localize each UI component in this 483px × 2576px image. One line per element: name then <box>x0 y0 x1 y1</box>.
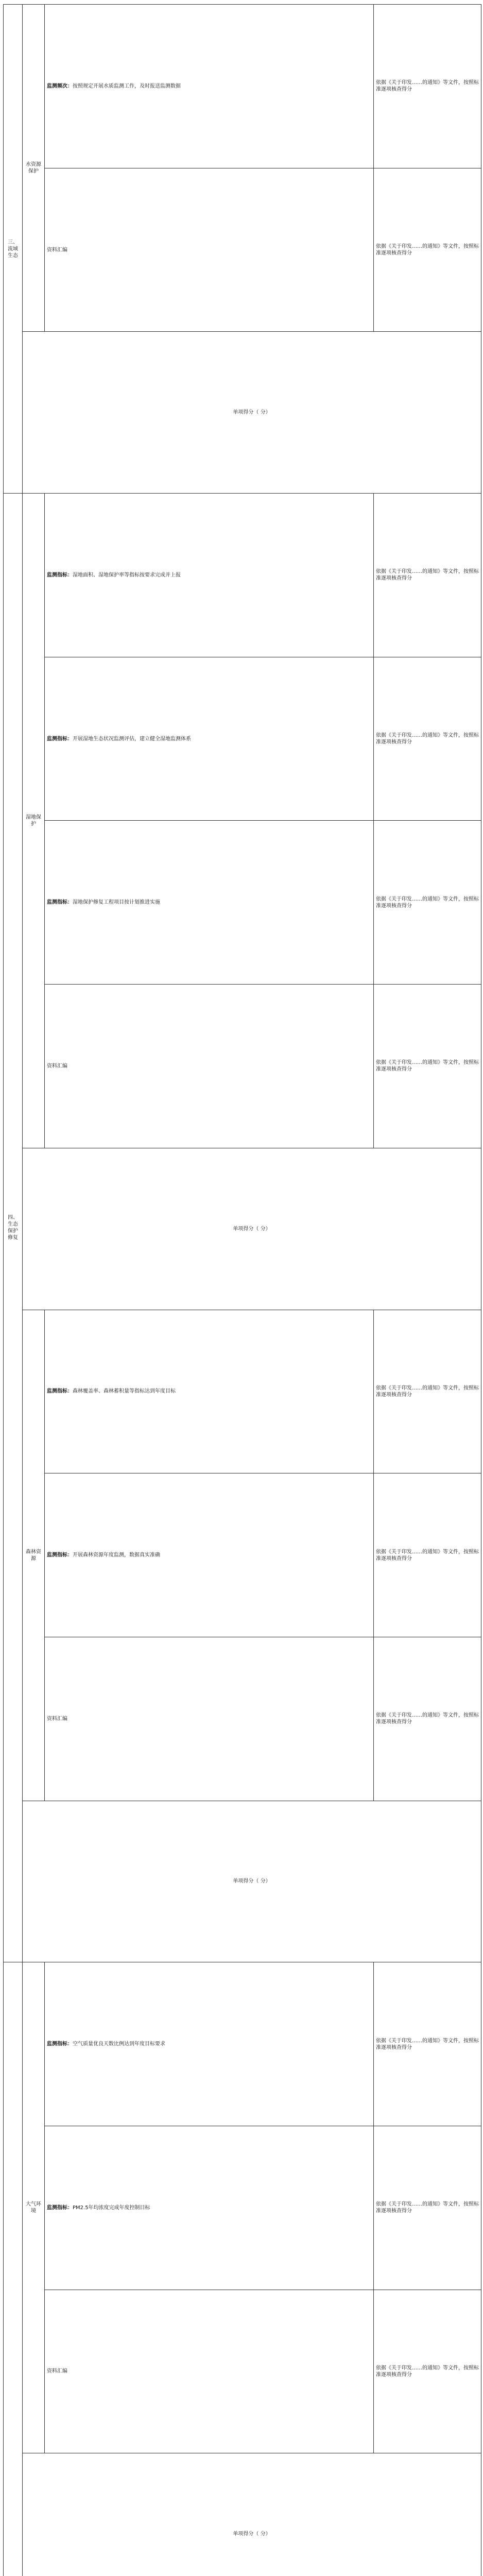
basis-note-cell: 依据《关于印发……的通知》等文件，按照标准逐项核查得分 <box>374 494 481 657</box>
subtotal-cell: 单项得分（ 分） <box>23 2453 481 2576</box>
table-row <box>4 1962 481 2126</box>
category-cell <box>4 1962 23 2576</box>
indicator-text: 森林覆盖率、森林蓄积量等指标达到年度目标 <box>73 1388 176 1395</box>
indicator-label: 监测指标： <box>47 1388 73 1395</box>
indicator-cell <box>45 657 374 821</box>
indicator-cell <box>45 494 374 657</box>
indicator-text: 按照规定开展水质监测工作，及时报送监测数据 <box>73 83 181 89</box>
indicator-cell <box>45 1962 374 2126</box>
basis-note-cell: 依据《关于印发……的通知》等文件，按照标准逐项核查得分 <box>374 1962 481 2126</box>
basis-note-cell: 依据《关于印发……的通知》等文件，按照标准逐项核查得分 <box>374 2126 481 2290</box>
table-row <box>4 821 481 985</box>
table-row <box>4 494 481 657</box>
indicator-text: 资料汇编 <box>47 247 67 253</box>
table-row <box>4 2290 481 2453</box>
indicator-text: 资料汇编 <box>47 2368 67 2375</box>
indicator-label: 监测指标： <box>47 1552 73 1558</box>
subtotal-cell: 单项得分（ 分） <box>23 332 481 494</box>
subtotal-row <box>4 1148 481 1310</box>
basis-note-cell: 依据《关于印发……的通知》等文件，按照标准逐项核查得分 <box>374 1637 481 1801</box>
category-cell: 四、生态保护修复 <box>4 494 23 1962</box>
table-row <box>4 1473 481 1637</box>
indicator-cell <box>45 1473 374 1637</box>
indicator-label: 监测指标： <box>47 900 73 906</box>
table-row <box>4 1310 481 1473</box>
indicator-text: 资料汇编 <box>47 1063 67 1069</box>
basis-note-cell: 依据《关于印发……的通知》等文件，按照标准逐项核查得分 <box>374 821 481 985</box>
subcategory-cell: 湿地保护 <box>23 494 45 1148</box>
indicator-cell <box>45 2290 374 2453</box>
subcategory-cell: 水资源保护 <box>23 5 45 332</box>
subtotal-cell: 单项得分（ 分） <box>23 1801 481 1962</box>
indicator-cell <box>45 821 374 985</box>
indicator-text: 开展湿地生态状况监测评估，建立健全湿地监测体系 <box>73 736 191 742</box>
assessment-sheet <box>3 4 480 2576</box>
basis-note-cell: 依据《关于印发……的通知》等文件，按照标准逐项核查得分 <box>374 5 481 168</box>
category-cell: 三、流域生态 <box>4 5 23 494</box>
table-row <box>4 2126 481 2290</box>
table-row <box>4 168 481 332</box>
basis-note-cell: 依据《关于印发……的通知》等文件，按照标准逐项核查得分 <box>374 985 481 1148</box>
subcategory-cell: 大气环境 <box>23 1962 45 2453</box>
basis-note-cell: 依据《关于印发……的通知》等文件，按照标准逐项核查得分 <box>374 2290 481 2453</box>
indicator-cell <box>45 2126 374 2290</box>
subtotal-cell: 单项得分（ 分） <box>23 1148 481 1310</box>
indicator-label: 监测指标： <box>47 2205 73 2211</box>
subtotal-row <box>4 332 481 494</box>
indicator-cell <box>45 985 374 1148</box>
table-row <box>4 657 481 821</box>
subtotal-row <box>4 1801 481 1962</box>
subtotal-row <box>4 2453 481 2576</box>
indicator-text: 资料汇编 <box>47 1716 67 1722</box>
indicator-text: 湿地保护修复工程项目按计划推进实施 <box>73 900 160 906</box>
indicator-label: 监测指标： <box>47 736 73 742</box>
table-row <box>4 1637 481 1801</box>
indicator-cell <box>45 5 374 168</box>
assessment-table <box>3 4 481 2576</box>
table-row <box>4 985 481 1148</box>
indicator-text: 湿地面积、湿地保护率等指标按要求完成并上报 <box>73 572 181 578</box>
indicator-text: 开展森林资源年度监测，数据真实准确 <box>73 1552 160 1558</box>
indicator-label: 监测频次： <box>47 83 73 89</box>
indicator-label: 监测指标： <box>47 572 73 578</box>
basis-note-cell: 依据《关于印发……的通知》等文件，按照标准逐项核查得分 <box>374 657 481 821</box>
indicator-cell <box>45 168 374 332</box>
subcategory-cell: 森林资源 <box>23 1310 45 1801</box>
indicator-label: 监测指标： <box>47 2041 73 2047</box>
basis-note-cell: 依据《关于印发……的通知》等文件，按照标准逐项核查得分 <box>374 1473 481 1637</box>
table-row <box>4 5 481 168</box>
basis-note-cell: 依据《关于印发……的通知》等文件，按照标准逐项核查得分 <box>374 168 481 332</box>
indicator-cell <box>45 1637 374 1801</box>
indicator-text: PM2.5年均浓度完成年度控制目标 <box>73 2205 150 2211</box>
basis-note-cell: 依据《关于印发……的通知》等文件，按照标准逐项核查得分 <box>374 1310 481 1473</box>
indicator-text: 空气质量优良天数比例达到年度目标要求 <box>73 2041 165 2047</box>
indicator-cell <box>45 1310 374 1473</box>
